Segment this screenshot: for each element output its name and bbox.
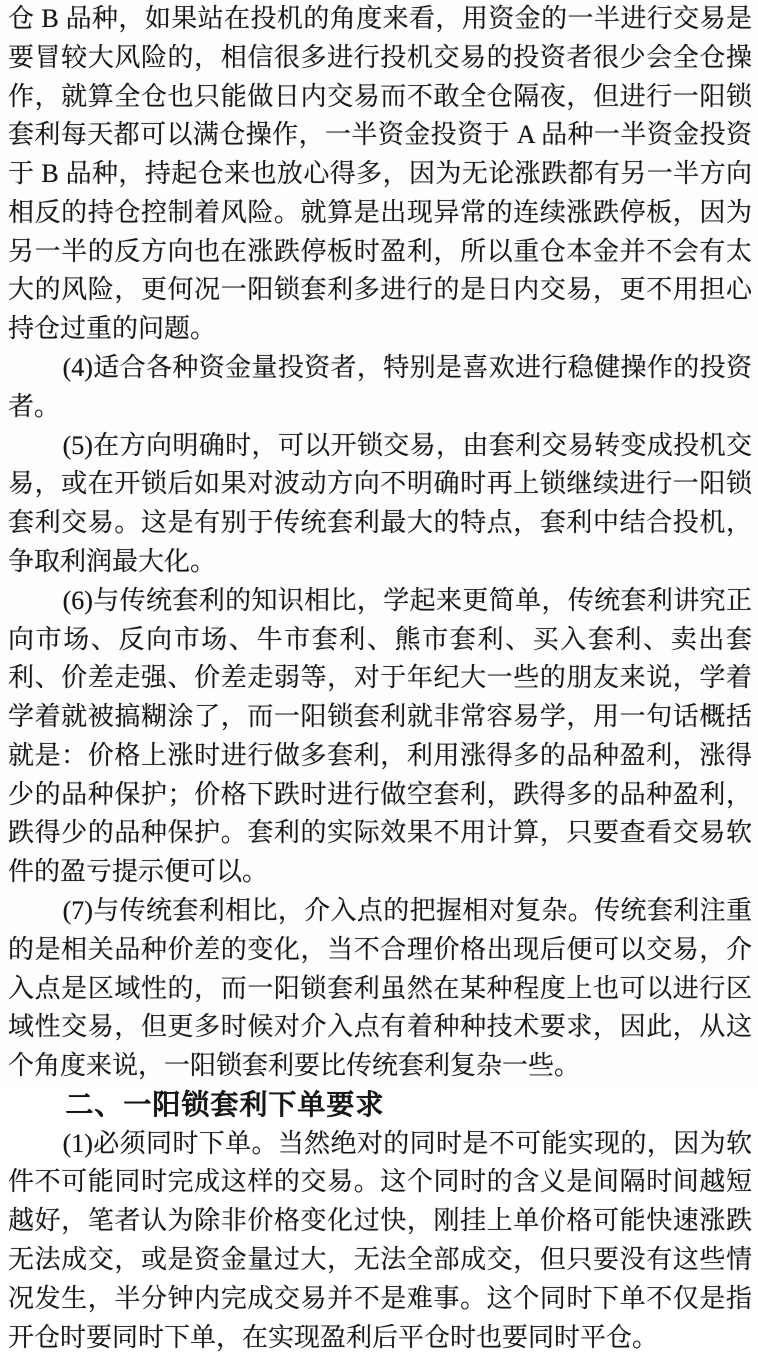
paragraph-continuation: 仓 B 品种，如果站在投机的角度来看，用资金的一半进行交易是要冒较大风险的，相信很多进行投机交易的投资者很少会全仓操作，就算全仓也只能做日内交易而不敢全仓隔夜，但进行一阳锁套利每天都可以满仓操作，一半资金投资于 A 品种一半资金投资于 B 品种，持起仓来也放心得多，因为无论涨跌都有另一半方向相反的持仓控制着风险。就算是出现异常的连续涨跌停板，因为另一半的反方向也在涨跌停板时盈利，所以重仓本金并不会有太大的风险，更何况一阳锁套利多进行的是日内交易，更不用担心持仓过重的问题。 — [8, 4, 752, 344]
paragraph-item-7: (7)与传统套利相比，介入点的把握相对复杂。传统套利注重的是相关品种价差的变化，当不合理价格出现后便可以交易，介入点是区域性的，而一阳锁套利虽然在某种程度上也可以进行区域性交易，但更多时候对介入点有着种种技术要求，因此，从这个角度来说，一阳锁套利要比传统套利复杂一些。 — [8, 895, 752, 1081]
paragraph-item-6: (6)与传统套利的知识相比，学起来更简单，传统套利讲究正向市场、反向市场、牛市套利、熊市套利、买入套利、卖出套利、价差走强、价差走弱等，对于年纪大一些的朋友来说，学着学着就被搞糊涂了，而一阳锁套利就非常容易学，用一句话概括就是：价格上涨时进行做多套利，利用涨得多的品种盈利，涨得少的品种保护；价格下跌时进行做空套利，跌得多的品种盈利，跌得少的品种保护。套利的实际效果不用计算，只要查看交易软件的盈亏提示便可以。 — [8, 585, 752, 887]
paragraph-item-1: (1)必须同时下单。当然绝对的同时是不可能实现的，因为软件不可能同时完成这样的交易。这个同时的含义是间隔时间越短越好，笔者认为除非价格变化过快，刚挂上单价格可能快速涨跌无法成交，或是资金量过大，无法全部成交，但只要没有这些情况发生，半分钟内完成交易并不是难事。这个同时下单不仅是指开仓时要同时下单，在实现盈利后平仓时也要同时平仓。 — [8, 1128, 752, 1352]
paragraph-item-4: (4)适合各种资金量投资者，特别是喜欢进行稳健操作的投资者。 — [8, 353, 752, 421]
paragraph-item-5: (5)在方向明确时，可以开锁交易，由套利交易转变成投机交易，或在开锁后如果对波动方向不明确时再上锁继续进行一阳锁套利交易。这是有别于传统套利最大的特点，套利中结合投机，争取利润最大化。 — [8, 430, 752, 576]
section-heading: 二、一阳锁套利下单要求 — [65, 1088, 385, 1120]
